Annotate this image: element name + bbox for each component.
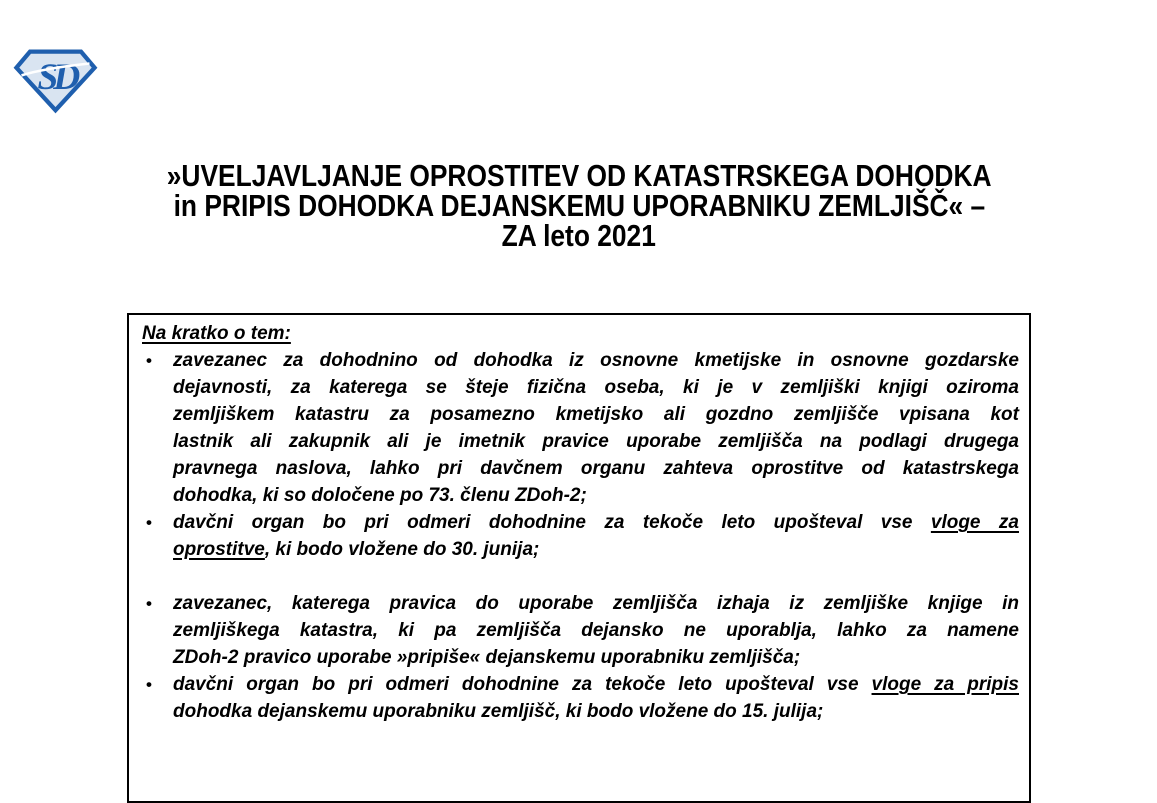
underlined-phrase: vloge za	[930, 512, 1019, 533]
bullet-marker: •	[146, 513, 152, 532]
text-segment: zavezanec, katerega pravica do uporabe zemljišča izhaja iz zemljiške knjige in	[173, 593, 1019, 614]
text-line	[173, 482, 1019, 509]
sd-logo	[13, 47, 98, 114]
bullet-text	[173, 671, 1019, 725]
summary-box-heading: Na kratko o tem:	[142, 323, 291, 344]
text-segment: davčni organ bo pri odmeri dohodnine za tekoče leto upošteval vse	[173, 512, 931, 533]
text-line	[173, 347, 1019, 374]
text-segment: lastnik ali zakupnik ali je imetnik pravice uporabe zemljišča na podlagi drugega	[173, 431, 1019, 452]
bullet-item	[142, 671, 1019, 725]
bullet-list	[142, 347, 1019, 725]
text-line	[173, 671, 1019, 698]
blank-line	[142, 563, 1019, 590]
title-line-3	[127, 218, 1031, 253]
sd-logo-letters: SD	[37, 57, 76, 98]
text-segment: zemljiškega katastra, ki pa zemljišča dejansko ne uporablja, lahko za namene	[173, 620, 1019, 641]
text-segment: dohodka dejanskemu uporabniku zemljišč, ki bodo vložene do 15. julija;	[173, 701, 824, 722]
bullet-marker: •	[146, 675, 152, 694]
title-line-1	[127, 158, 1031, 193]
text-line	[173, 401, 1019, 428]
bullet-item	[142, 347, 1019, 509]
bullet-item	[142, 590, 1019, 671]
title-line-1-text: »UVELJAVLJANJE OPROSTITEV OD KATASTRSKEGA DOHODKA	[166, 158, 992, 193]
text-line	[173, 455, 1019, 482]
text-line	[173, 590, 1019, 617]
text-segment: zavezanec za dohodnino od dohodka iz osnovne kmetijske in osnovne gozdarske	[173, 350, 1019, 371]
sd-logo-icon	[13, 47, 98, 114]
bullet-marker: •	[146, 351, 152, 370]
document-title	[127, 158, 1031, 253]
bullet-item	[142, 509, 1019, 563]
title-line-2-text: in PRIPIS DOHODKA DEJANSKEMU UPORABNIKU ZEMLJIŠČ« –	[173, 188, 985, 223]
text-line	[173, 617, 1019, 644]
text-line	[173, 374, 1019, 401]
text-segment: davčni organ bo pri odmeri dohodnine za tekoče leto upošteval vse	[173, 674, 872, 695]
bullet-text	[173, 590, 1019, 671]
text-segment: dohodka, ki so določene po 73. členu ZDoh-2;	[173, 485, 587, 506]
text-segment: , ki bodo vložene do 30. junija;	[264, 539, 540, 560]
bullet-marker: •	[146, 594, 152, 613]
bullet-text	[173, 347, 1019, 509]
text-segment: dejavnosti, za katerega se šteje fizična oseba, ki je v zemljiški knjigi oziroma	[173, 377, 1019, 398]
underlined-phrase: oprostitve	[173, 539, 265, 560]
text-segment: pravnega naslova, lahko pri davčnem organu zahteva oprostitve od katastrskega	[173, 458, 1019, 479]
text-line	[173, 428, 1019, 455]
title-line-2	[127, 188, 1031, 223]
text-line	[173, 536, 1019, 563]
bullet-text	[173, 509, 1019, 563]
text-line	[173, 509, 1019, 536]
text-segment: ZDoh-2 pravico uporabe »pripiše« dejanskemu uporabniku zemljišča;	[173, 647, 801, 668]
summary-box	[127, 313, 1031, 803]
text-segment: zemljiškem katastru za posamezno kmetijsko ali gozdno zemljišče vpisana kot	[173, 404, 1019, 425]
title-line-3-text: ZA leto 2021	[501, 218, 657, 253]
text-line	[173, 644, 1019, 671]
underlined-phrase: vloge za pripis	[871, 674, 1019, 695]
text-line	[173, 698, 1019, 725]
